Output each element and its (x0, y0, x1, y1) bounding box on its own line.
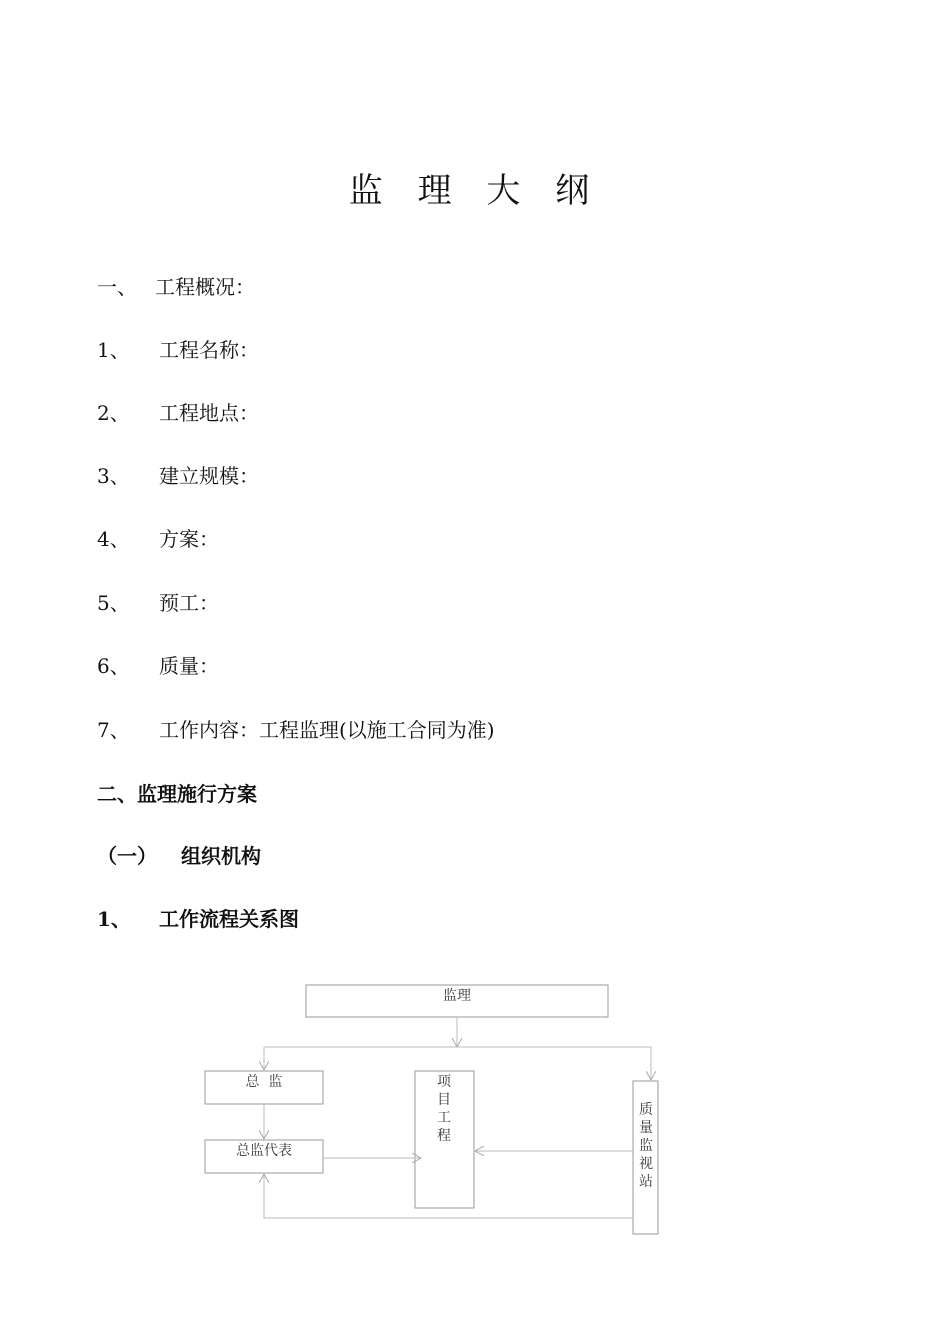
subsection-number: （一） (97, 844, 157, 868)
subitem-text: 工作流程关系图 (159, 907, 299, 931)
list-item-text: 预工： (159, 591, 219, 615)
list-item-text: 质量： (159, 654, 219, 678)
list-item-number: 7、 (97, 718, 130, 742)
list-item-text: 方案： (159, 527, 219, 551)
list-item-text: 工程名称： (159, 338, 259, 362)
section-1-number: 一、 (97, 275, 137, 299)
section-2-heading: 二、监理施行方案 (97, 782, 257, 806)
box-project-engineering-label: 项目工程 (437, 1074, 451, 1144)
list-item-number: 4、 (97, 527, 130, 551)
section-1-text: 工程概况： (155, 275, 255, 299)
box-supervision-label: 监理 (443, 988, 471, 1004)
list-item-text: 工作内容：工程监理(以施工合同为准) (159, 718, 495, 742)
list-item-number: 2、 (97, 401, 130, 425)
list-item-number: 6、 (97, 654, 130, 678)
box-chief-supervisor-label: 总 监 (245, 1074, 283, 1090)
document-title: 监 理 大 纲 (348, 171, 602, 211)
box-quality-station-label: 质量监视站 (639, 1102, 653, 1190)
list-item-number: 5、 (97, 591, 130, 615)
box-chief-representative-label: 总监代表 (236, 1143, 292, 1159)
subitem-number: 1、 (97, 907, 131, 931)
subsection-text: 组织机构 (181, 844, 261, 868)
list-item-text: 工程地点： (159, 401, 259, 425)
list-item-text: 建立规模： (159, 464, 259, 488)
list-item-number: 1、 (97, 338, 130, 362)
list-item-number: 3、 (97, 464, 130, 488)
